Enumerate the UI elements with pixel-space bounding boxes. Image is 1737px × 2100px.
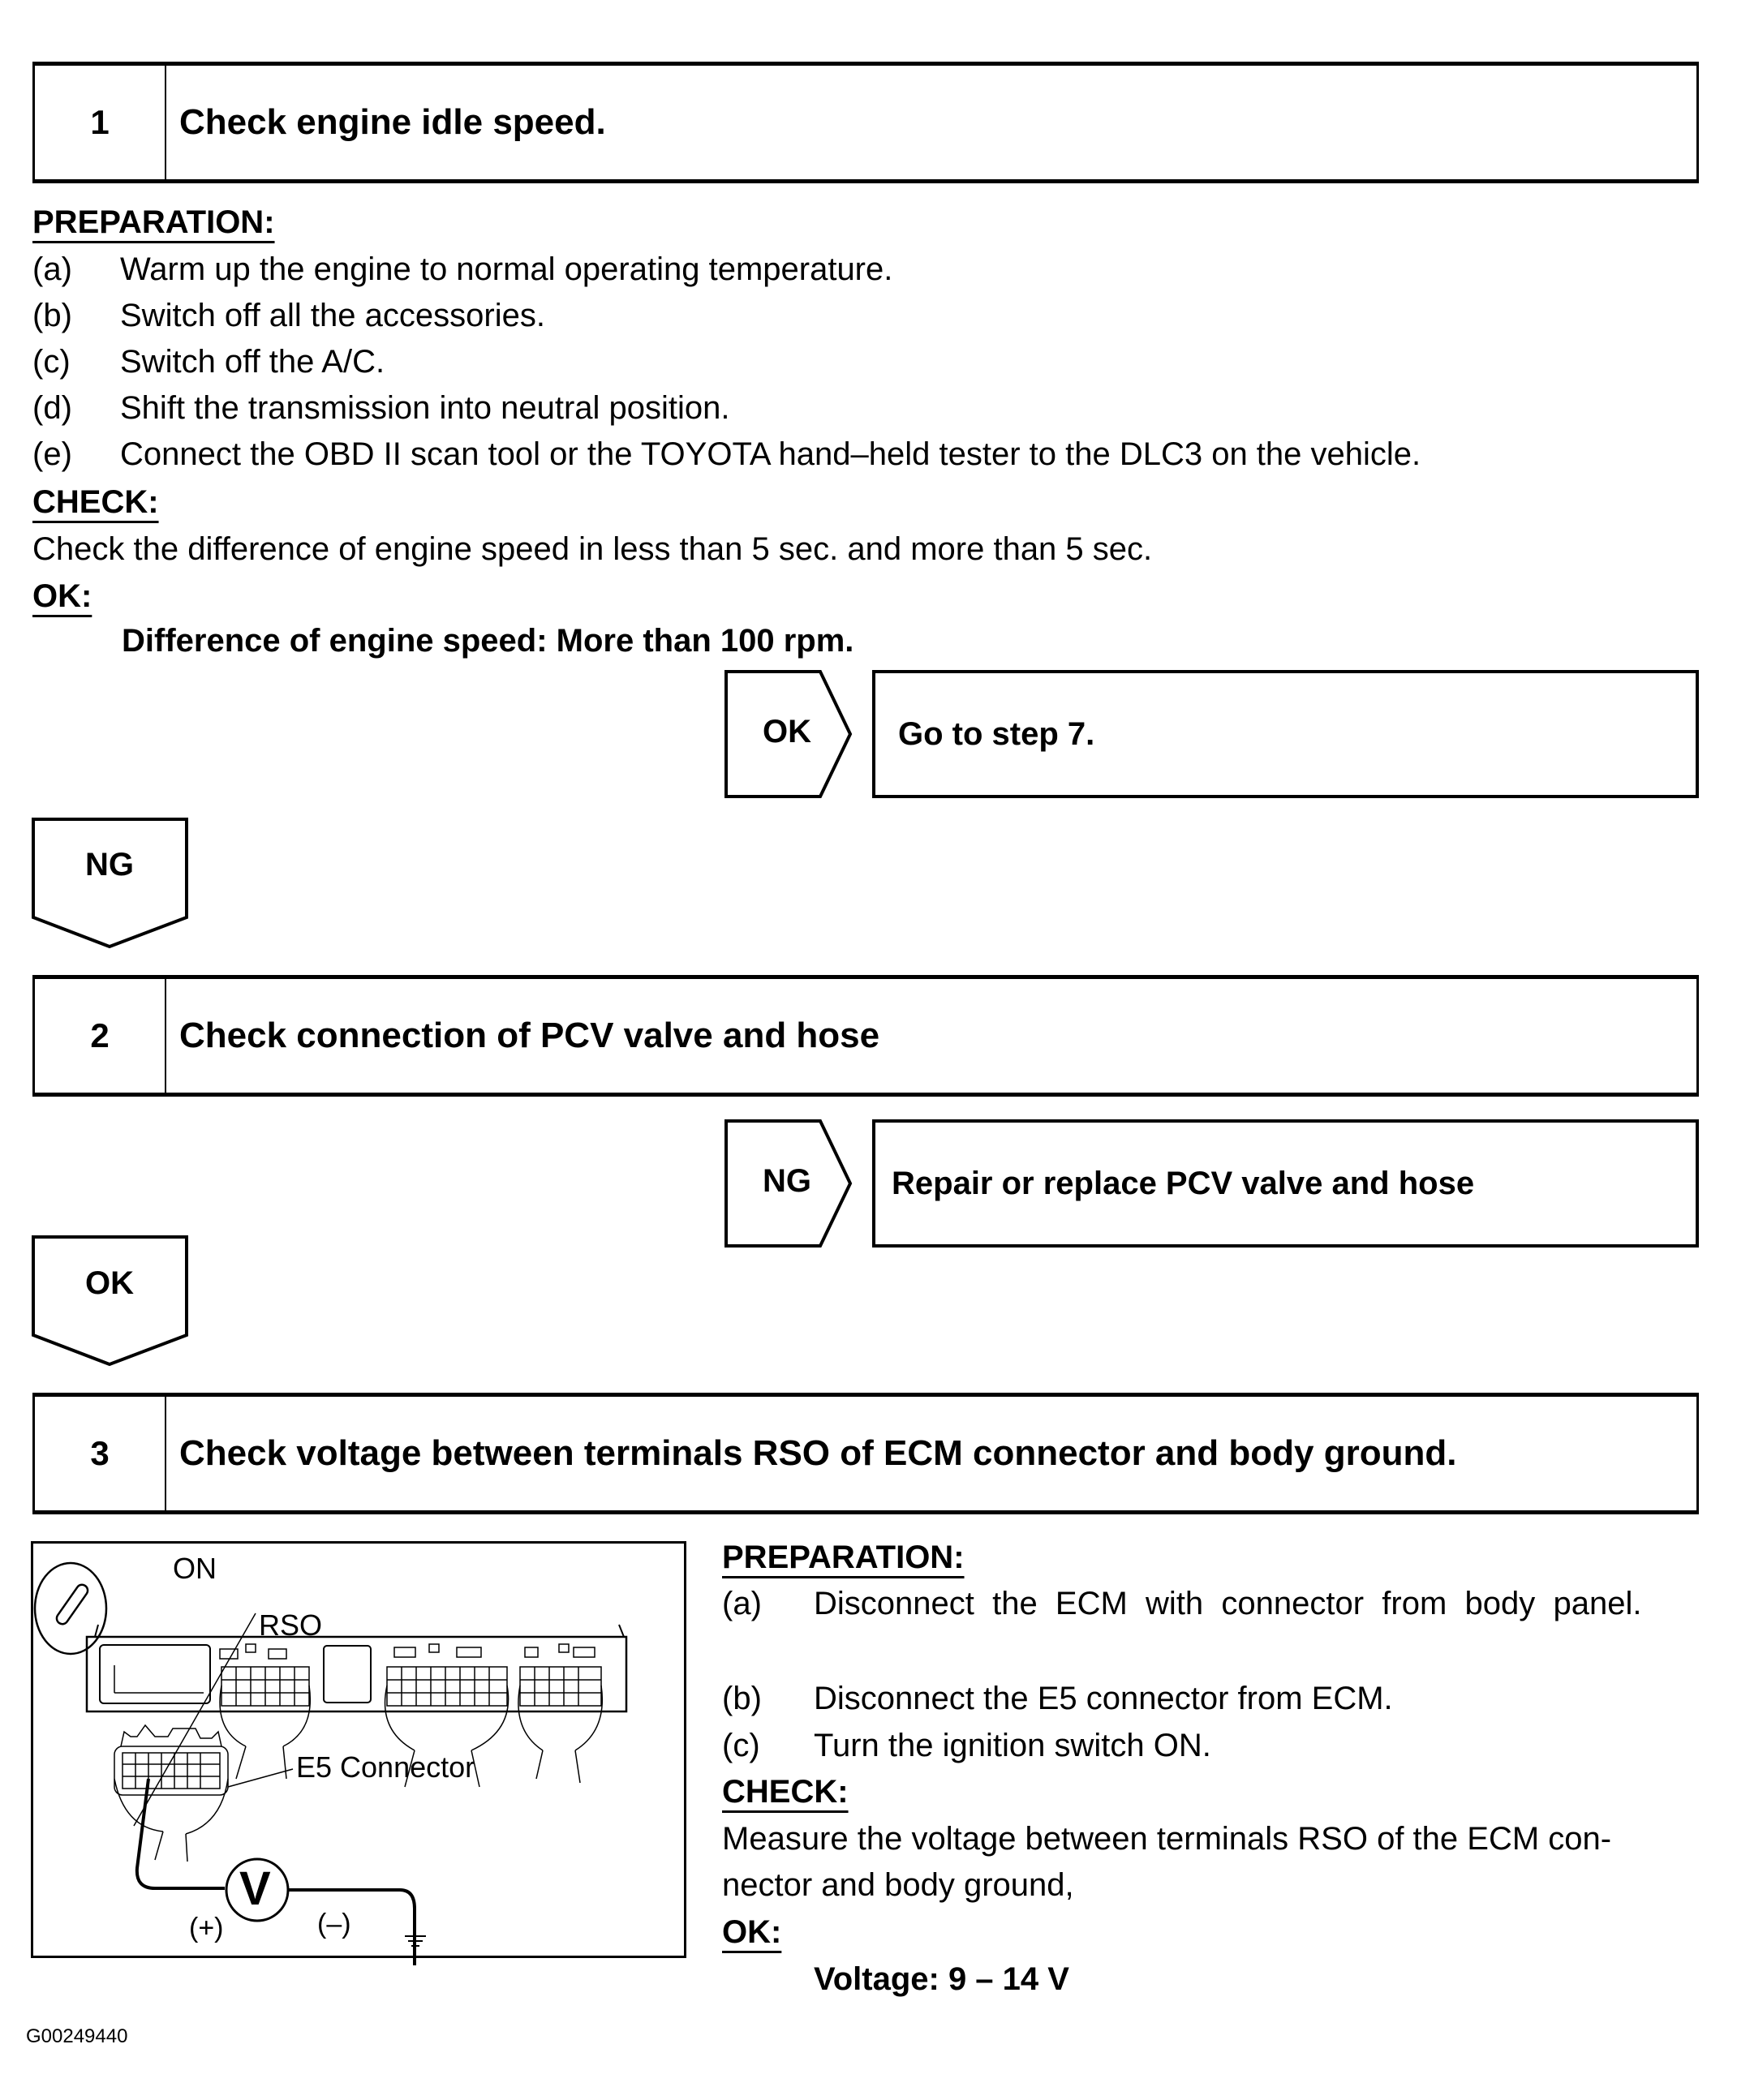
preparation-item: (b) Switch off all the accessories. bbox=[32, 298, 545, 333]
preparation-item: (a) Disconnect the ECM with connector from body panel. bbox=[722, 1586, 1642, 1621]
ecm-voltage-illustration bbox=[31, 1541, 686, 1958]
step-number: 3 bbox=[35, 1397, 166, 1510]
negative-probe-label: (–) bbox=[317, 1909, 351, 1939]
preparation-item: (b) Disconnect the E5 connector from ECM. bbox=[722, 1681, 1393, 1716]
ok-spec: Difference of engine speed: More than 100 rpm. bbox=[122, 623, 854, 659]
rso-terminal-label: RSO bbox=[259, 1608, 323, 1642]
ok-spec: Voltage: 9 – 14 V bbox=[814, 1961, 1069, 1997]
voltmeter-icon: V bbox=[239, 1862, 271, 1915]
preparation-heading: PREPARATION: bbox=[32, 204, 275, 240]
figure-code: G00249440 bbox=[26, 2025, 128, 2047]
step-title: Check engine idle speed. bbox=[179, 102, 606, 142]
preparation-item: (e) Connect the OBD II scan tool or the TOYOTA hand–held tester to the DLC3 on the vehicle. bbox=[32, 436, 1421, 472]
check-heading: CHECK: bbox=[722, 1774, 849, 1810]
preparation-item: (d) Shift the transmission into neutral position. bbox=[32, 390, 730, 426]
step-title: Check connection of PCV valve and hose bbox=[179, 1016, 880, 1055]
check-text: Measure the voltage between terminals RSO of the ECM con- bbox=[722, 1821, 1612, 1857]
step-title: Check voltage between terminals RSO of ECM connector and body ground. bbox=[179, 1433, 1457, 1473]
preparation-item: (a) Warm up the engine to normal operating temperature. bbox=[32, 251, 893, 287]
result-repair-pcv: Repair or replace PCV valve and hose bbox=[872, 1119, 1699, 1248]
positive-probe-label: (+) bbox=[189, 1913, 224, 1943]
branch-label-ng: NG bbox=[85, 847, 134, 883]
ok-heading: OK: bbox=[722, 1914, 782, 1950]
preparation-heading: PREPARATION: bbox=[722, 1540, 965, 1575]
branch-label-ok: OK bbox=[85, 1265, 134, 1301]
step-1-header bbox=[32, 62, 1699, 183]
preparation-item: (c) Turn the ignition switch ON. bbox=[722, 1728, 1211, 1763]
step-3-header bbox=[32, 1393, 1699, 1514]
check-text: Check the difference of engine speed in less than 5 sec. and more than 5 sec. bbox=[32, 531, 1153, 567]
step-number: 2 bbox=[35, 979, 166, 1093]
result-go-to-step-7: Go to step 7. bbox=[872, 670, 1699, 798]
preparation-item: (c) Switch off the A/C. bbox=[32, 344, 385, 380]
ng-arrow-down-icon bbox=[31, 817, 190, 950]
step-2-header bbox=[32, 975, 1699, 1097]
branch-label-ok: OK bbox=[763, 714, 811, 749]
check-text: nector and body ground, bbox=[722, 1867, 1074, 1903]
check-heading: CHECK: bbox=[32, 484, 159, 520]
ok-heading: OK: bbox=[32, 578, 92, 614]
branch-label-ng: NG bbox=[763, 1163, 811, 1199]
e5-connector-label: E5 Connector bbox=[296, 1750, 475, 1784]
ignition-on-label: ON bbox=[173, 1552, 217, 1585]
step-number: 1 bbox=[35, 66, 166, 179]
